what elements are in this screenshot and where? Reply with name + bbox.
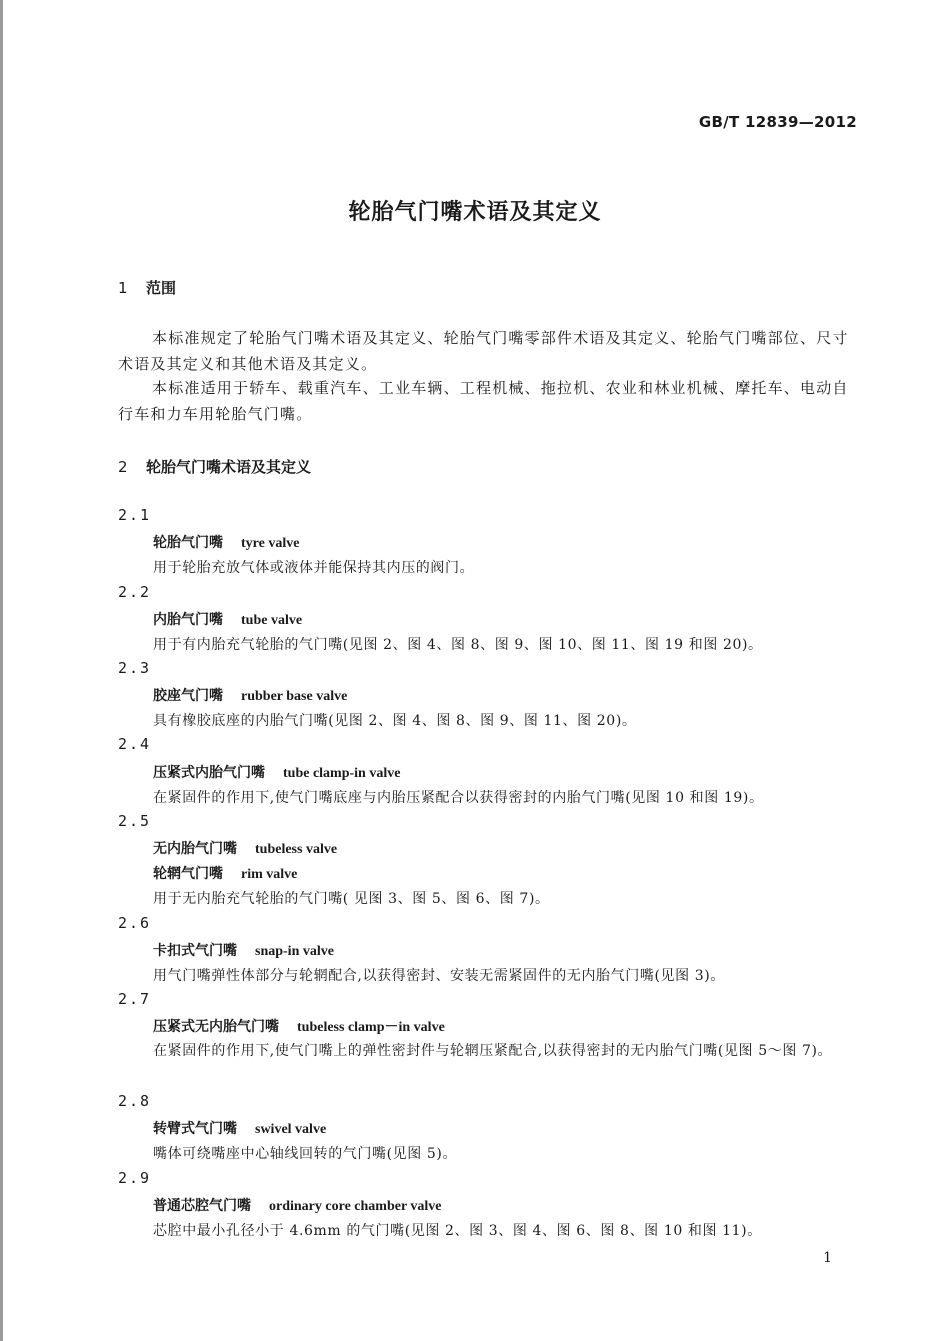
term-name: [153, 609, 302, 629]
term-definition: 用于有内胎充气轮胎的气门嘴(见图 2、图 4、图 8、图 9、图 10、图 11、图 19 和图 20)。: [153, 637, 763, 653]
term-en: rim valve: [241, 867, 298, 882]
term-definition: 用于无内胎充气轮胎的气门嘴( 见图 3、图 5、图 6、图 7)。: [153, 891, 550, 907]
standard-code: GB/T 12839—2012: [698, 113, 857, 131]
term-number: 2.4: [118, 735, 152, 753]
term-name: [153, 532, 299, 552]
term-number: 2.1: [118, 506, 152, 524]
term-zh: 内胎气门嘴: [153, 612, 223, 628]
term-definition: 用气门嘴弹性体部分与轮辋配合,以获得密封、安装无需紧固件的无内胎气门嘴(见图 3)。: [153, 968, 725, 984]
term-definition: 芯腔中最小孔径小于 4.6mm 的气门嘴(见图 2、图 3、图 4、图 6、图 8、图 10 和图 11)。: [153, 1223, 762, 1239]
term-number: 2.5: [118, 812, 152, 830]
term-en: snap-in valve: [255, 944, 334, 959]
term-synonym: [153, 863, 297, 883]
term-definition: 嘴体可绕嘴座中心轴线回转的气门嘴(见图 5)。: [153, 1146, 458, 1162]
section-number: 1: [118, 279, 128, 297]
section-number: 2: [118, 458, 128, 476]
term-zh: 无内胎气门嘴: [153, 841, 237, 857]
term-number: 2.2: [118, 583, 152, 601]
scope-paragraph-2: 本标准适用于轿车、载重汽车、工业车辆、工程机械、拖拉机、农业和林业机械、摩托车、电动自行车和力车用轮胎气门嘴。: [118, 379, 849, 423]
term-zh: 卡扣式气门嘴: [153, 943, 237, 959]
term-en: tube clamp-in valve: [283, 766, 401, 781]
section-1-heading: [118, 277, 176, 298]
term-en: tube valve: [241, 613, 303, 628]
term-en: swivel valve: [255, 1122, 327, 1137]
term-name: [153, 762, 400, 782]
term-zh: 轮胎气门嘴: [153, 535, 223, 551]
page-number: 1: [823, 1250, 832, 1266]
term-name: [153, 838, 337, 858]
term-number: 2.8: [118, 1092, 152, 1110]
term-definition: 具有橡胶底座的内胎气门嘴(见图 2、图 4、图 8、图 9、图 11、图 20)。: [153, 713, 637, 729]
document-title: 轮胎气门嘴术语及其定义: [348, 199, 602, 225]
term-number: 2.6: [118, 914, 152, 932]
term-number: 2.9: [118, 1169, 152, 1187]
scope-paragraph-1: 本标准规定了轮胎气门嘴术语及其定义、轮胎气门嘴零部件术语及其定义、轮胎气门嘴部位、尺寸术语及其定义和其他术语及其定义。: [118, 329, 849, 373]
term-name: [153, 1118, 326, 1138]
term-name: [153, 940, 334, 960]
term-en: tyre valve: [241, 536, 300, 551]
term-definition: 用于轮胎充放气体或液体并能保持其内压的阀门。: [153, 560, 475, 576]
section-title: 轮胎气门嘴术语及其定义: [146, 458, 312, 476]
term-definition: 在紧固件的作用下,使气门嘴上的弹性密封件与轮辋压紧配合,以获得密封的无内胎气门嘴(见图 5～图 7)。: [153, 1043, 833, 1059]
term-definition: 在紧固件的作用下,使气门嘴底座与内胎压紧配合以获得密封的内胎气门嘴(见图 10 和图 19)。: [153, 790, 764, 806]
section-2-heading: [118, 456, 311, 477]
term-en: ordinary core chamber valve: [269, 1199, 442, 1214]
section-title: 范围: [146, 279, 177, 297]
term-number: 2.3: [118, 659, 152, 677]
term-zh: 轮辋气门嘴: [153, 866, 223, 882]
term-zh: 压紧式内胎气门嘴: [153, 765, 265, 781]
term-name: [153, 1195, 442, 1215]
term-en: tubeless valve: [255, 842, 338, 857]
term-en: rubber base valve: [241, 689, 348, 704]
term-en: tubeless clamp－in valve: [297, 1020, 445, 1035]
term-name: [153, 685, 347, 705]
term-zh: 转臂式气门嘴: [153, 1121, 237, 1137]
term-zh: 压紧式无内胎气门嘴: [153, 1019, 279, 1035]
term-zh: 胶座气门嘴: [153, 688, 223, 704]
term-name: [153, 1016, 445, 1036]
term-zh: 普通芯腔气门嘴: [153, 1198, 251, 1214]
term-number: 2.7: [118, 990, 152, 1008]
